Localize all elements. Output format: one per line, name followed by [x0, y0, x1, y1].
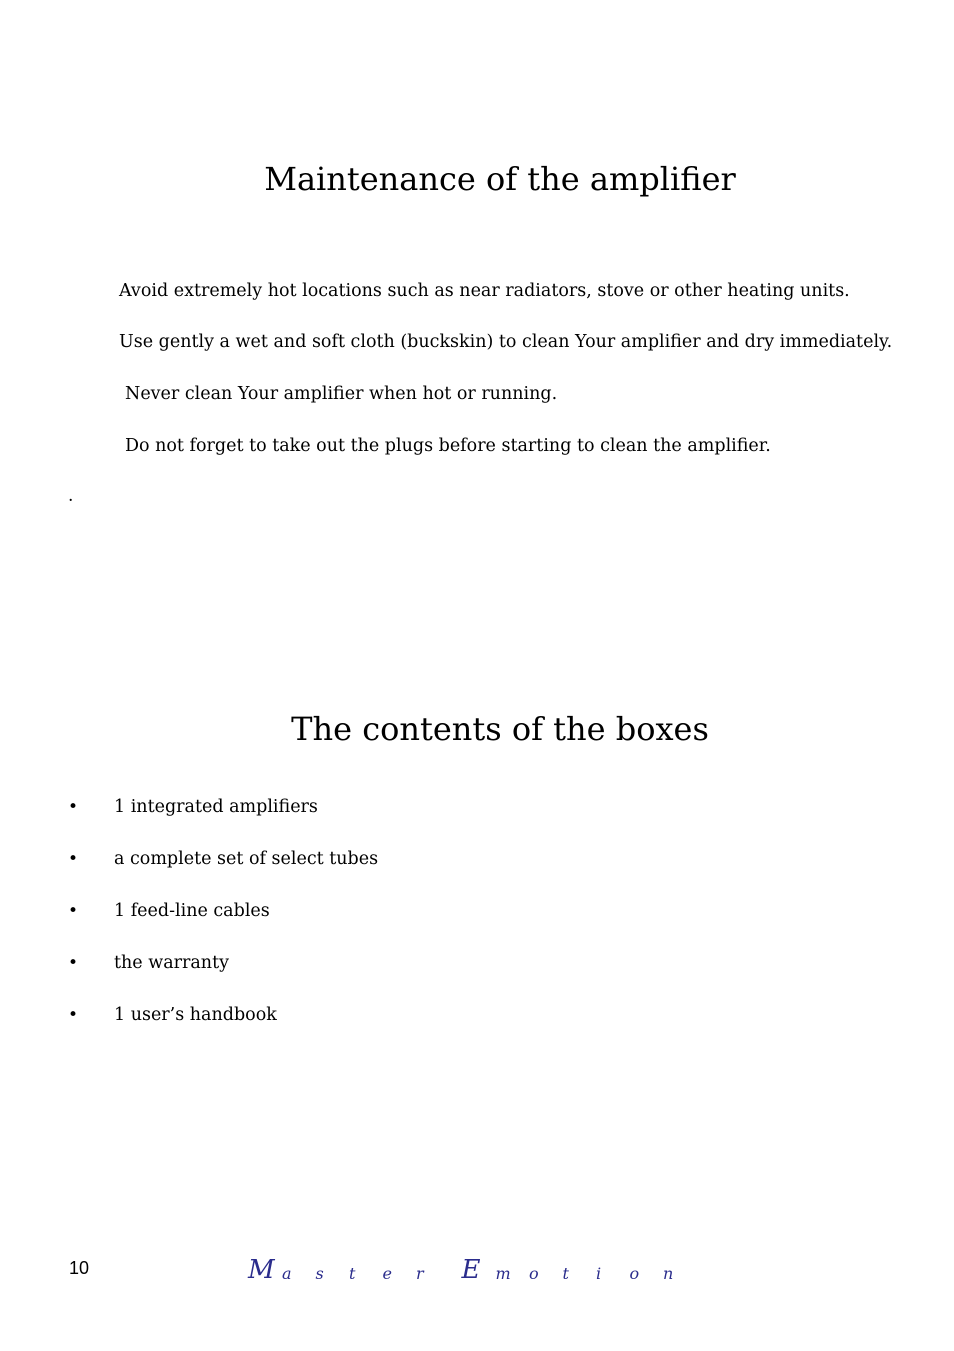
- logo-letter: t: [349, 1264, 356, 1283]
- maintenance-heading: Maintenance of the amplifier: [264, 160, 736, 198]
- logo-letter: E: [461, 1255, 481, 1285]
- maintenance-paragraph: Do not forget to take out the plugs before starting to clean the amplifier.: [125, 436, 771, 456]
- list-item-text: the warranty: [114, 953, 229, 973]
- brand-logo: [248, 1255, 697, 1285]
- stray-period: .: [68, 486, 74, 506]
- maintenance-paragraph: Never clean Your amplifier when hot or running.: [125, 384, 558, 404]
- logo-letter: t: [562, 1264, 569, 1283]
- logo-letter: s: [315, 1264, 324, 1283]
- logo-letter: M: [248, 1255, 275, 1285]
- logo-letter: o: [529, 1264, 539, 1283]
- logo-letter: m: [495, 1264, 511, 1283]
- bullet-icon: •: [68, 797, 79, 817]
- list-item-text: a complete set of select tubes: [114, 849, 379, 869]
- page-number: 10: [69, 1258, 90, 1278]
- maintenance-paragraph: Avoid extremely hot locations such as near radiators, stove or other heating units.: [119, 281, 850, 301]
- bullet-icon: •: [68, 901, 79, 921]
- logo-letter: i: [596, 1264, 602, 1283]
- logo-letter: o: [629, 1264, 640, 1283]
- logo-letter: a: [282, 1264, 292, 1283]
- bullet-icon: •: [68, 849, 79, 869]
- contents-heading: The contents of the boxes: [291, 710, 709, 748]
- list-item-text: 1 user’s handbook: [114, 1005, 277, 1025]
- list-item-text: 1 feed-line cables: [114, 901, 270, 921]
- list-item-text: 1 integrated amplifiers: [114, 797, 318, 817]
- maintenance-paragraph: Use gently a wet and soft cloth (buckskin) to clean Your amplifier and dry immediately.: [119, 332, 893, 352]
- logo-letter: r: [416, 1264, 424, 1283]
- bullet-icon: •: [68, 1005, 79, 1025]
- logo-letter: e: [382, 1264, 392, 1283]
- bullet-icon: •: [68, 953, 79, 973]
- logo-letter: n: [663, 1264, 674, 1283]
